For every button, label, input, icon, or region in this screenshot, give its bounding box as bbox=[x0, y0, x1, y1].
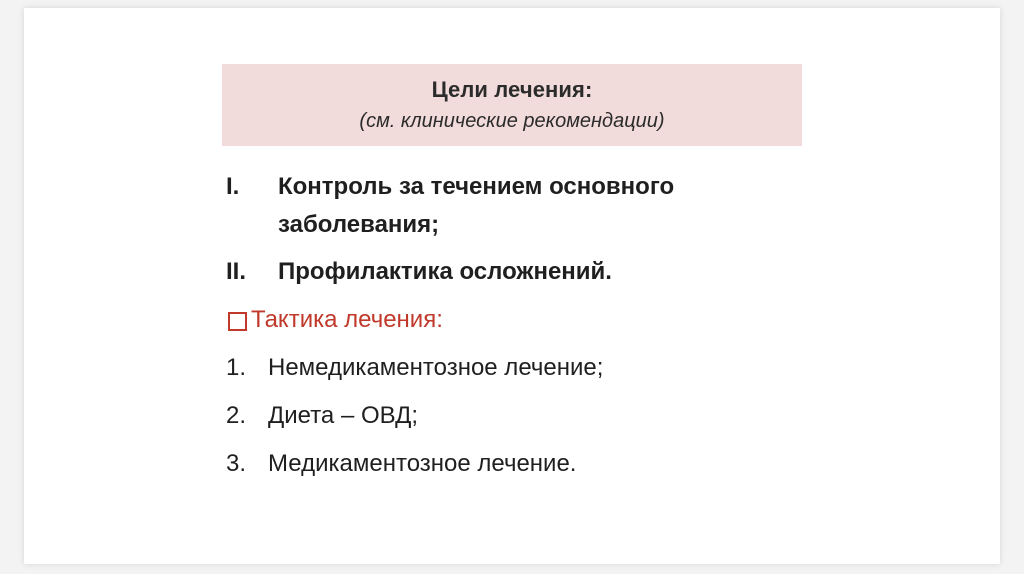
goal-item bbox=[226, 253, 826, 291]
slide-title: Цели лечения: bbox=[431, 77, 593, 102]
step-text: Немедикаментозное лечение; bbox=[268, 354, 604, 381]
slide-subtitle: (см. клинические рекомендации) bbox=[359, 110, 665, 132]
tactics-label: Тактика лечения: bbox=[251, 306, 443, 333]
step-item bbox=[226, 350, 826, 386]
step-number: 2. bbox=[226, 402, 247, 429]
step-item bbox=[226, 446, 826, 482]
slide bbox=[24, 8, 1000, 564]
step-number: 3. bbox=[226, 450, 247, 477]
goal-text: Профилактика осложнений. bbox=[278, 258, 612, 285]
step-number: 1. bbox=[226, 354, 247, 381]
goal-item bbox=[226, 168, 826, 244]
step-text: Диета – ОВД; bbox=[268, 402, 419, 429]
step-text: Медикаментозное лечение. bbox=[268, 450, 577, 477]
goal-number: I. bbox=[226, 173, 240, 200]
goal-number: II. bbox=[226, 258, 247, 285]
content bbox=[226, 168, 826, 482]
goal-text: Контроль за течением основного заболевания; bbox=[278, 173, 675, 238]
title-box bbox=[222, 64, 802, 146]
checkbox-bullet-icon bbox=[228, 312, 247, 331]
tactics-heading bbox=[226, 302, 826, 338]
step-item bbox=[226, 398, 826, 434]
